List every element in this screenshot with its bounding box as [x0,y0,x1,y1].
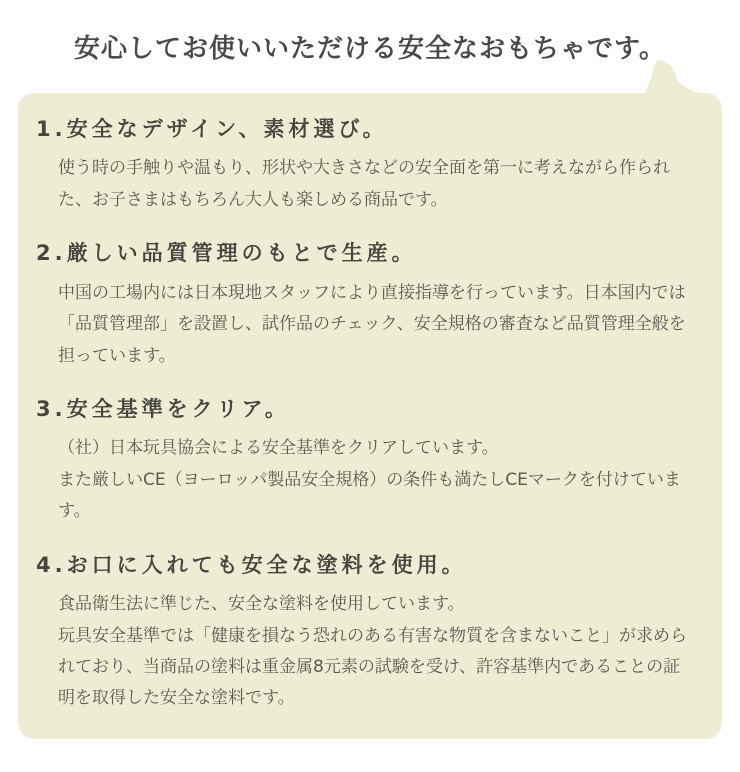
section-paragraph: 玩具安全基準では「健康を損なう恐れのある有害な物質を含まないこと」が求められており、当商品の塗料は重金属8元素の試験を受け、許容基準内であることの証明を取得した安全な塗料です。 [58,625,687,709]
tail-shape [644,60,708,95]
section-heading: 2.厳しい品質管理のもとで生産。 [36,241,417,266]
section-body [36,278,696,372]
safety-info-panel [18,93,722,739]
safety-section [36,551,696,715]
safety-section [36,395,696,528]
section-body [36,153,696,216]
section-paragraph: 使う時の手触りや温もり、形状や大きさなどの安全面を第一に考えながら作られた、お子さまはもちろん大人も楽しめる商品です。 [58,158,670,210]
section-paragraph: 中国の工場内には日本現地スタッフにより直接指導を行っています。日本国内では「品質管理部」を設置し、試作品のチェック、安全規格の審査など品質管理全般を担っています。 [58,282,686,366]
safety-panel-wrap [18,93,722,739]
section-heading: 4.お口に入れても安全な塗料を使用。 [36,552,467,577]
section-heading: 3.安全基準をクリア。 [36,397,290,422]
section-paragraph: また厳しいCE（ヨーロッパ製品安全規格）の条件も満たしCEマークを付けています。 [58,469,681,522]
section-paragraph: 食品衛生法に準じた、安全な塗料を使用しています。 [58,594,465,615]
section-paragraph: （社）日本玩具協会による安全基準をクリアしています。 [58,438,499,459]
safety-section [36,115,696,216]
safety-section [36,239,696,372]
section-body [36,433,696,527]
speech-bubble-tail-icon [642,59,712,95]
page-title: 安心してお使いいただける安全なおもちゃです。 [74,34,666,64]
section-body [36,589,696,715]
section-heading: 1.安全なデザイン、素材選び。 [36,117,388,142]
